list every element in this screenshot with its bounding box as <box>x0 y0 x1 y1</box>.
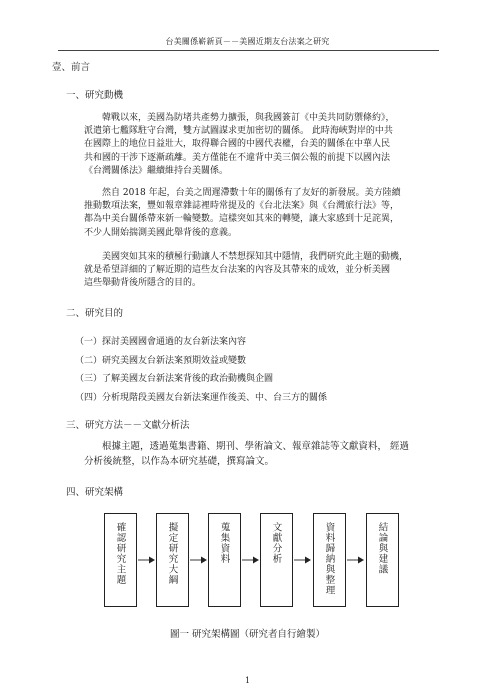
section-heading-method: 三、研究方法－－文獻分析法 <box>66 420 190 431</box>
flow-step-box <box>313 513 346 607</box>
list-item: （二）研究美國友台新法案預期效益或變數 <box>75 355 247 366</box>
flow-step-box <box>260 513 293 607</box>
text-line: 美國突如其來的積極行動讓人不禁想探知其中隱情，我們研究此主題的動機， <box>102 252 409 262</box>
list-item: （四）分析現階段美國友台新法案運作後美、中、台三方的關係 <box>75 392 328 403</box>
flow-step-label: 資料歸納與整理 <box>323 522 335 596</box>
flow-step-label: 確認研究主題 <box>114 522 126 585</box>
section-heading-framework: 四、研究架構 <box>66 487 124 498</box>
text-line: 根據主題，透過蒐集書籍、期刊、學術論文、報章雜誌等文獻資料， 經過 <box>102 441 410 452</box>
text-line: 這些舉動背後所隱含的目的。 <box>84 278 202 289</box>
list-item: （三）了解美國友台新法案背後的政治動機與企圖 <box>75 374 274 384</box>
section-heading-motivation: 一、研究動機 <box>66 90 124 101</box>
list-item: （一）探討美國國會通過的友台新法案內容 <box>75 337 247 347</box>
text-line: 然自 2018 年起，台美之間遲滯數十年的關係有了友好的新發展。美方陸續 <box>102 188 401 198</box>
motivation-paragraph-2 <box>84 187 440 240</box>
flow-step-box <box>366 513 399 607</box>
right-arrow-icon <box>138 555 156 565</box>
flow-step-label: 文獻分析 <box>270 522 282 564</box>
right-arrow-icon <box>242 555 260 565</box>
text-line: 韓戰以來，美國為防堵共產勢力擴張，與我國簽訂《中美共同防禦條約》， <box>102 113 395 123</box>
text-line: 在國際上的地位日益壯大，取得聯合國的中國代表權，台美的關係在中華人民 <box>84 139 391 150</box>
text-line: 分析後統整，以作為本研究基礎，撰寫論文。 <box>84 455 275 467</box>
text-line: 《台灣關係法》繼續維持台美關係。 <box>84 165 229 176</box>
flow-step-box <box>156 513 189 607</box>
running-header: 台美關係嶄新頁－－美國近期友台法案之研究 <box>165 37 330 46</box>
figure-caption: 圖一 研究架構圖（研究者自行繪製） <box>169 629 326 640</box>
motivation-paragraph-1 <box>84 112 440 178</box>
text-line: 就是希望詳細的了解近期的這些友台法案的內容及其帶來的成效，並分析美國 <box>84 265 391 276</box>
flow-step-box <box>104 513 137 607</box>
text-line: 不少人開始揣測美國此舉背後的意義。 <box>84 227 238 238</box>
section-heading-purpose: 二、研究目的 <box>66 308 124 319</box>
text-line: 派遣第七艦隊駐守台灣，雙方試圖謀求更加密切的關係。 此時海峽對岸的中共 <box>84 126 393 137</box>
method-paragraph <box>84 440 444 469</box>
flow-step-box <box>208 513 241 607</box>
flow-step-label: 擬定研究大綱 <box>166 522 178 585</box>
page-number: 1 <box>244 676 251 685</box>
flow-step-label: 結論與建議 <box>376 522 388 575</box>
text-line: 都為中美台關係帶來新一輪變數。這樣突如其來的轉變，讓大家感到十足詫異， <box>84 214 400 225</box>
motivation-paragraph-3 <box>84 251 440 291</box>
right-arrow-icon <box>190 555 208 565</box>
purpose-list <box>75 333 327 407</box>
section-heading-preface: 壹、前言 <box>52 62 91 73</box>
right-arrow-icon <box>294 555 312 565</box>
text-line: 推動數項法案，豐如報章雜誌裡時常提及的《台北法案》與《台灣旅行法》等， <box>84 201 400 212</box>
right-arrow-icon <box>347 555 365 565</box>
flow-step-label: 蒐集資料 <box>218 522 230 564</box>
text-line: 共和國的干涉下逐漸疏離。美方僅能在不違背中美三個公報的前提下以國內法 <box>84 152 391 163</box>
header-rule <box>58 50 439 51</box>
